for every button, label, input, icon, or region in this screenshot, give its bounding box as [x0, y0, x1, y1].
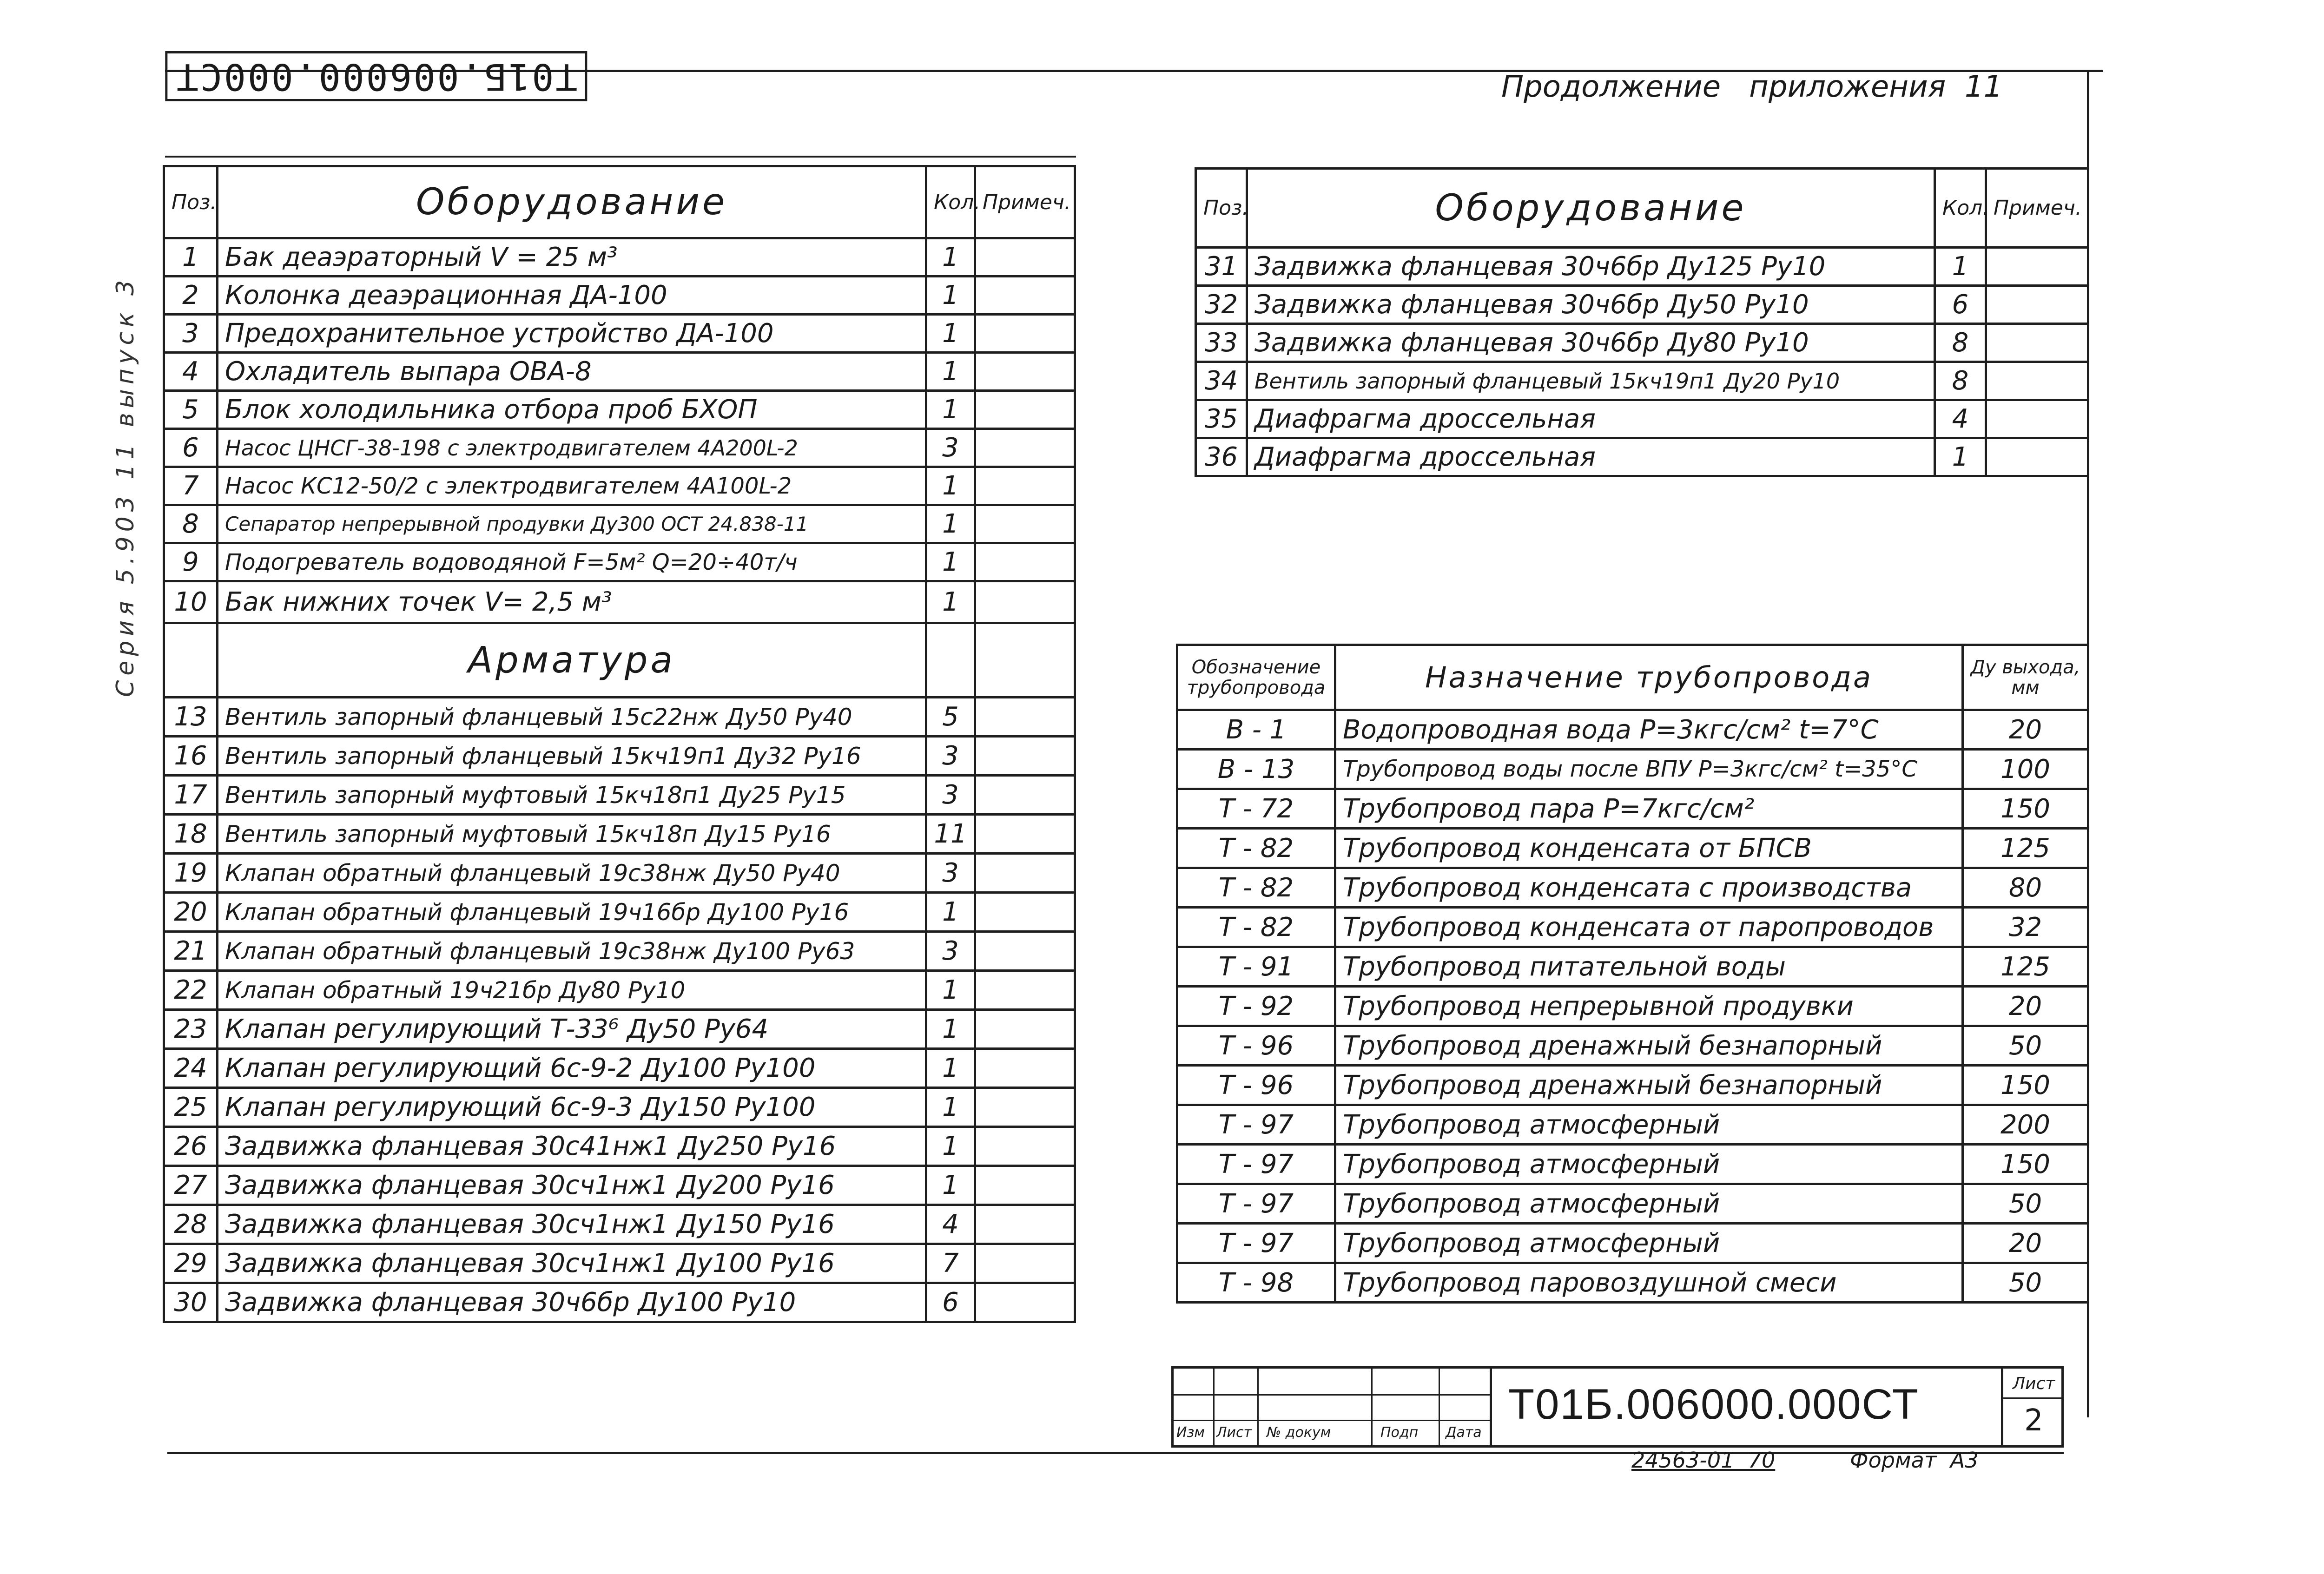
table-row: 5 Блок холодильника отбора проб БХОП 1	[164, 391, 1075, 429]
table-row: 1 Бак деаэраторный V = 25 м³ 1	[164, 238, 1075, 277]
table-row: Т - 96 Трубопровод дренажный безнапорный 150	[1177, 1066, 2088, 1105]
pipeline-table	[1176, 644, 2089, 1304]
table-row: 35 Диафрагма дроссельная 4	[1196, 400, 2088, 438]
table-row: 13 Вентиль запорный фланцевый 15с22нж Ду50 Ру40 5	[164, 698, 1075, 737]
header-pipe-du: Ду выхода, мм	[1963, 645, 2088, 710]
table-row: 30 Задвижка фланцевая 30ч6бр Ду100 Ру10 6	[164, 1283, 1075, 1322]
fittings-header: Арматура	[218, 623, 926, 698]
table-row: Т - 82 Трубопровод конденсата с производства 80	[1177, 868, 2088, 908]
label-list: Лист	[1216, 1424, 1252, 1441]
table-row: 34 Вентиль запорный фланцевый 15кч19п1 Ду20 Ру10 8	[1196, 362, 2088, 400]
right-equipment-table	[1195, 167, 2089, 477]
table-row: 33 Задвижка фланцевая 30ч6бр Ду80 Ру10 8	[1196, 324, 2088, 362]
header-pipe-purpose: Назначение трубопровода	[1335, 645, 1963, 710]
table-row: 20 Клапан обратный фланцевый 19ч16бр Ду100 Ру16 1	[164, 893, 1075, 932]
table-row: Т - 96 Трубопровод дренажный безнапорный 50	[1177, 1026, 2088, 1066]
stamp-code: T01Б.006000.000СТ	[165, 51, 587, 101]
table-row: 32 Задвижка фланцевая 30ч6бр Ду50 Ру10 6	[1196, 286, 2088, 324]
revision-grid	[1174, 1369, 1492, 1445]
table-row: Т - 97 Трубопровод атмосферный 20	[1177, 1224, 2088, 1263]
header-equipment: Оборудование	[218, 166, 926, 238]
inventory-number: 24563-01 70	[1631, 1448, 1776, 1473]
label-izm: Изм	[1176, 1424, 1205, 1441]
header-pos: Поз.	[1196, 169, 1247, 248]
sheet-label: Лист	[2013, 1374, 2055, 1393]
table-row: 25 Клапан регулирующий 6с-9-3 Ду150 Ру100 1	[164, 1088, 1075, 1127]
table-row: В - 1 Водопроводная вода Р=3кгс/см² t=7°С 20	[1177, 710, 2088, 750]
table-row: Т - 98 Трубопровод паровоздушной смеси 50	[1177, 1263, 2088, 1303]
top-left-rule	[165, 156, 1076, 158]
bottom-frame-line	[167, 1452, 2064, 1454]
header-note: Примеч.	[975, 166, 1075, 238]
table-row: 19 Клапан обратный фланцевый 19с38нж Ду50 Ру40 3	[164, 854, 1075, 893]
label-date: Дата	[1446, 1424, 1482, 1441]
table-row: 7 Насос КС12-50/2 с электродвигателем 4А100L-2 1	[164, 467, 1075, 505]
table-row: Т - 72 Трубопровод пара Р=7кгс/см² 150	[1177, 789, 2088, 829]
table-row: 31 Задвижка фланцевая 30ч6бр Ду125 Ру10 1	[1196, 248, 2088, 286]
side-series-text: Серия 5.903 11 выпуск 3	[112, 275, 139, 697]
table-row: 17 Вентиль запорный муфтовый 15кч18п1 Ду25 Ру15 3	[164, 776, 1075, 815]
table-row: Т - 92 Трубопровод непрерывной продувки 20	[1177, 987, 2088, 1026]
table-row: 4 Охладитель выпара ОВА-8 1	[164, 353, 1075, 391]
table-row: 16 Вентиль запорный фланцевый 15кч19п1 Ду32 Ру16 3	[164, 737, 1075, 776]
table-row: Т - 97 Трубопровод атмосферный 50	[1177, 1184, 2088, 1224]
table-row: Т - 97 Трубопровод атмосферный 150	[1177, 1145, 2088, 1184]
left-equipment-table	[163, 165, 1076, 1323]
table-row: 9 Подогреватель водоводяной F=5м² Q=20÷40т/ч 1	[164, 543, 1075, 581]
table-row: 36 Диафрагма дроссельная 1	[1196, 438, 2088, 476]
header-qty: Кол.	[1935, 169, 1986, 248]
table-row: 28 Задвижка фланцевая 30сч1нж1 Ду150 Ру16 4	[164, 1205, 1075, 1244]
table-row: 18 Вентиль запорный муфтовый 15кч18п Ду15 Ру16 11	[164, 815, 1075, 854]
header-qty: Кол.	[926, 166, 975, 238]
header-pipe-code: Обозначение трубопровода	[1177, 645, 1335, 710]
table-row: 8 Сепаратор непрерывной продувки Ду300 ОСТ 24.838-11 1	[164, 505, 1075, 543]
paper-format: Формат А3	[1850, 1448, 1979, 1473]
table-row: 26 Задвижка фланцевая 30с41нж1 Ду250 Ру16 1	[164, 1127, 1075, 1166]
header-note: Примеч.	[1986, 169, 2088, 248]
header-equipment: Оборудование	[1247, 169, 1935, 248]
continuation-title: Продолжение приложения 11	[1501, 70, 2003, 104]
table-row: 24 Клапан регулирующий 6с-9-2 Ду100 Ру100 1	[164, 1049, 1075, 1088]
sheet-box	[2001, 1369, 2064, 1445]
table-row: 6 Насос ЦНСГ-38-198 с электродвигателем 4А200L-2 3	[164, 429, 1075, 467]
table-row: 29 Задвижка фланцевая 30сч1нж1 Ду100 Ру16 7	[164, 1244, 1075, 1283]
title-block	[1171, 1366, 2064, 1448]
table-row: 2 Колонка деаэрационная ДА-100 1	[164, 277, 1075, 315]
label-sign: Подп	[1380, 1424, 1419, 1441]
table-row: 23 Клапан регулирующий Т-33⁶ Ду50 Ру64 1	[164, 1010, 1075, 1049]
table-row: 21 Клапан обратный фланцевый 19с38нж Ду100 Ру63 3	[164, 932, 1075, 971]
table-row: 3 Предохранительное устройство ДА-100 1	[164, 315, 1075, 353]
label-doc-no: № докум	[1267, 1424, 1331, 1441]
header-pos: Поз.	[164, 166, 218, 238]
table-row: В - 13 Трубопровод воды после ВПУ Р=3кгс/см² t=35°С 100	[1177, 750, 2088, 789]
document-code: T01Б.006000.000СТ	[1508, 1381, 1920, 1428]
table-row: 22 Клапан обратный 19ч21бр Ду80 Ру10 1	[164, 971, 1075, 1010]
table-row: Т - 97 Трубопровод атмосферный 200	[1177, 1105, 2088, 1145]
table-row: Т - 91 Трубопровод питательной воды 125	[1177, 947, 2088, 987]
table-row: 10 Бак нижних точек V= 2,5 м³ 1	[164, 581, 1075, 623]
table-row: 27 Задвижка фланцевая 30сч1нж1 Ду200 Ру16 1	[164, 1166, 1075, 1205]
table-row: Т - 82 Трубопровод конденсата от БПСВ 125	[1177, 829, 2088, 868]
table-row: Т - 82 Трубопровод конденсата от паропроводов 32	[1177, 908, 2088, 947]
sheet-number: 2	[2024, 1403, 2043, 1438]
